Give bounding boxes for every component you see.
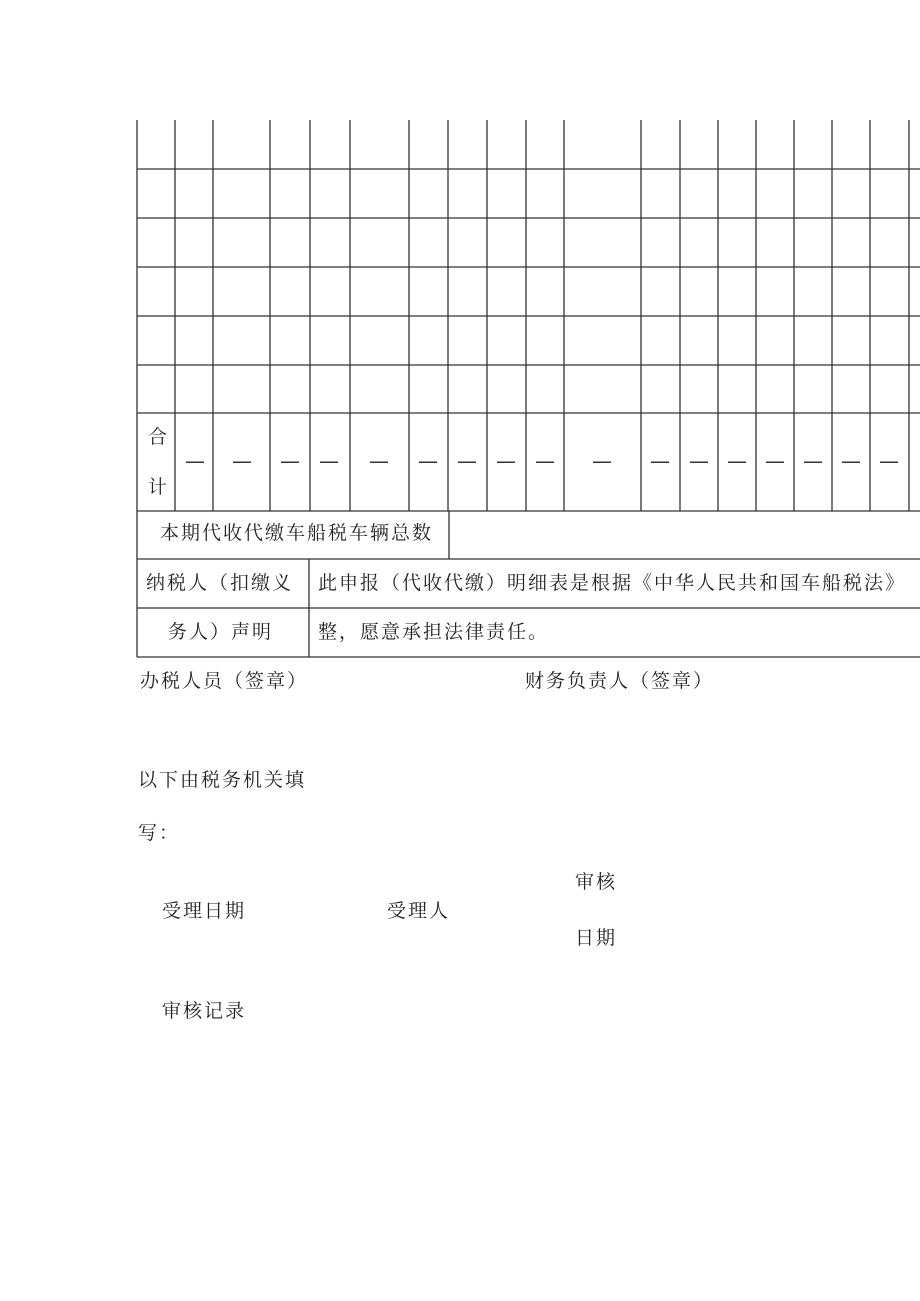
total-dash-mark: — [803, 449, 823, 473]
acceptor-label: 受理人 [387, 900, 451, 922]
total-dash-mark: — [280, 449, 300, 473]
tax-officer-signature: 办税人员（签章） [140, 670, 309, 692]
total-dash-mark: — [727, 449, 747, 473]
total-dash-mark: — [418, 449, 438, 473]
total-dash-mark: — [592, 449, 612, 473]
total-dash-mark: — [879, 449, 899, 473]
total-label-bottom: 计 [148, 476, 170, 498]
declaration-text-line1: 此申报（代收代缴）明细表是根据《中华人民共和国车船税法》 [318, 572, 907, 594]
total-dash-mark: — [319, 449, 339, 473]
review-record-label: 审核记录 [162, 1000, 247, 1022]
finance-head-signature: 财务负责人（签章） [525, 670, 715, 692]
total-dash-mark: — [535, 449, 555, 473]
tax-authority-heading-line1: 以下由税务机关填 [138, 769, 307, 791]
total-dash-mark: — [650, 449, 670, 473]
tax-authority-heading-line2: 写： [138, 822, 181, 844]
acceptance-date-label: 受理日期 [162, 900, 247, 922]
total-dash-mark: — [369, 449, 389, 473]
total-dash-mark: — [689, 449, 709, 473]
total-dash-mark: — [765, 449, 785, 473]
total-dash-mark: — [841, 449, 861, 473]
total-dash-mark: — [457, 449, 477, 473]
total-dash-mark: — [185, 449, 205, 473]
total-dash-mark: — [232, 449, 252, 473]
total-label-top: 合 [148, 426, 170, 448]
review-date-label-line1: 审核 [575, 871, 618, 893]
declaration-label-line2: 务人）声明 [168, 621, 274, 643]
review-date-label-line2: 日期 [575, 927, 618, 949]
declaration-text-line2: 整，愿意承担法律责任。 [318, 621, 550, 643]
total-dash-mark: — [496, 449, 516, 473]
total-vehicles-label: 本期代收代缴车船税车辆总数 [160, 522, 434, 544]
declaration-label-line1: 纳税人（扣缴义 [146, 572, 294, 594]
